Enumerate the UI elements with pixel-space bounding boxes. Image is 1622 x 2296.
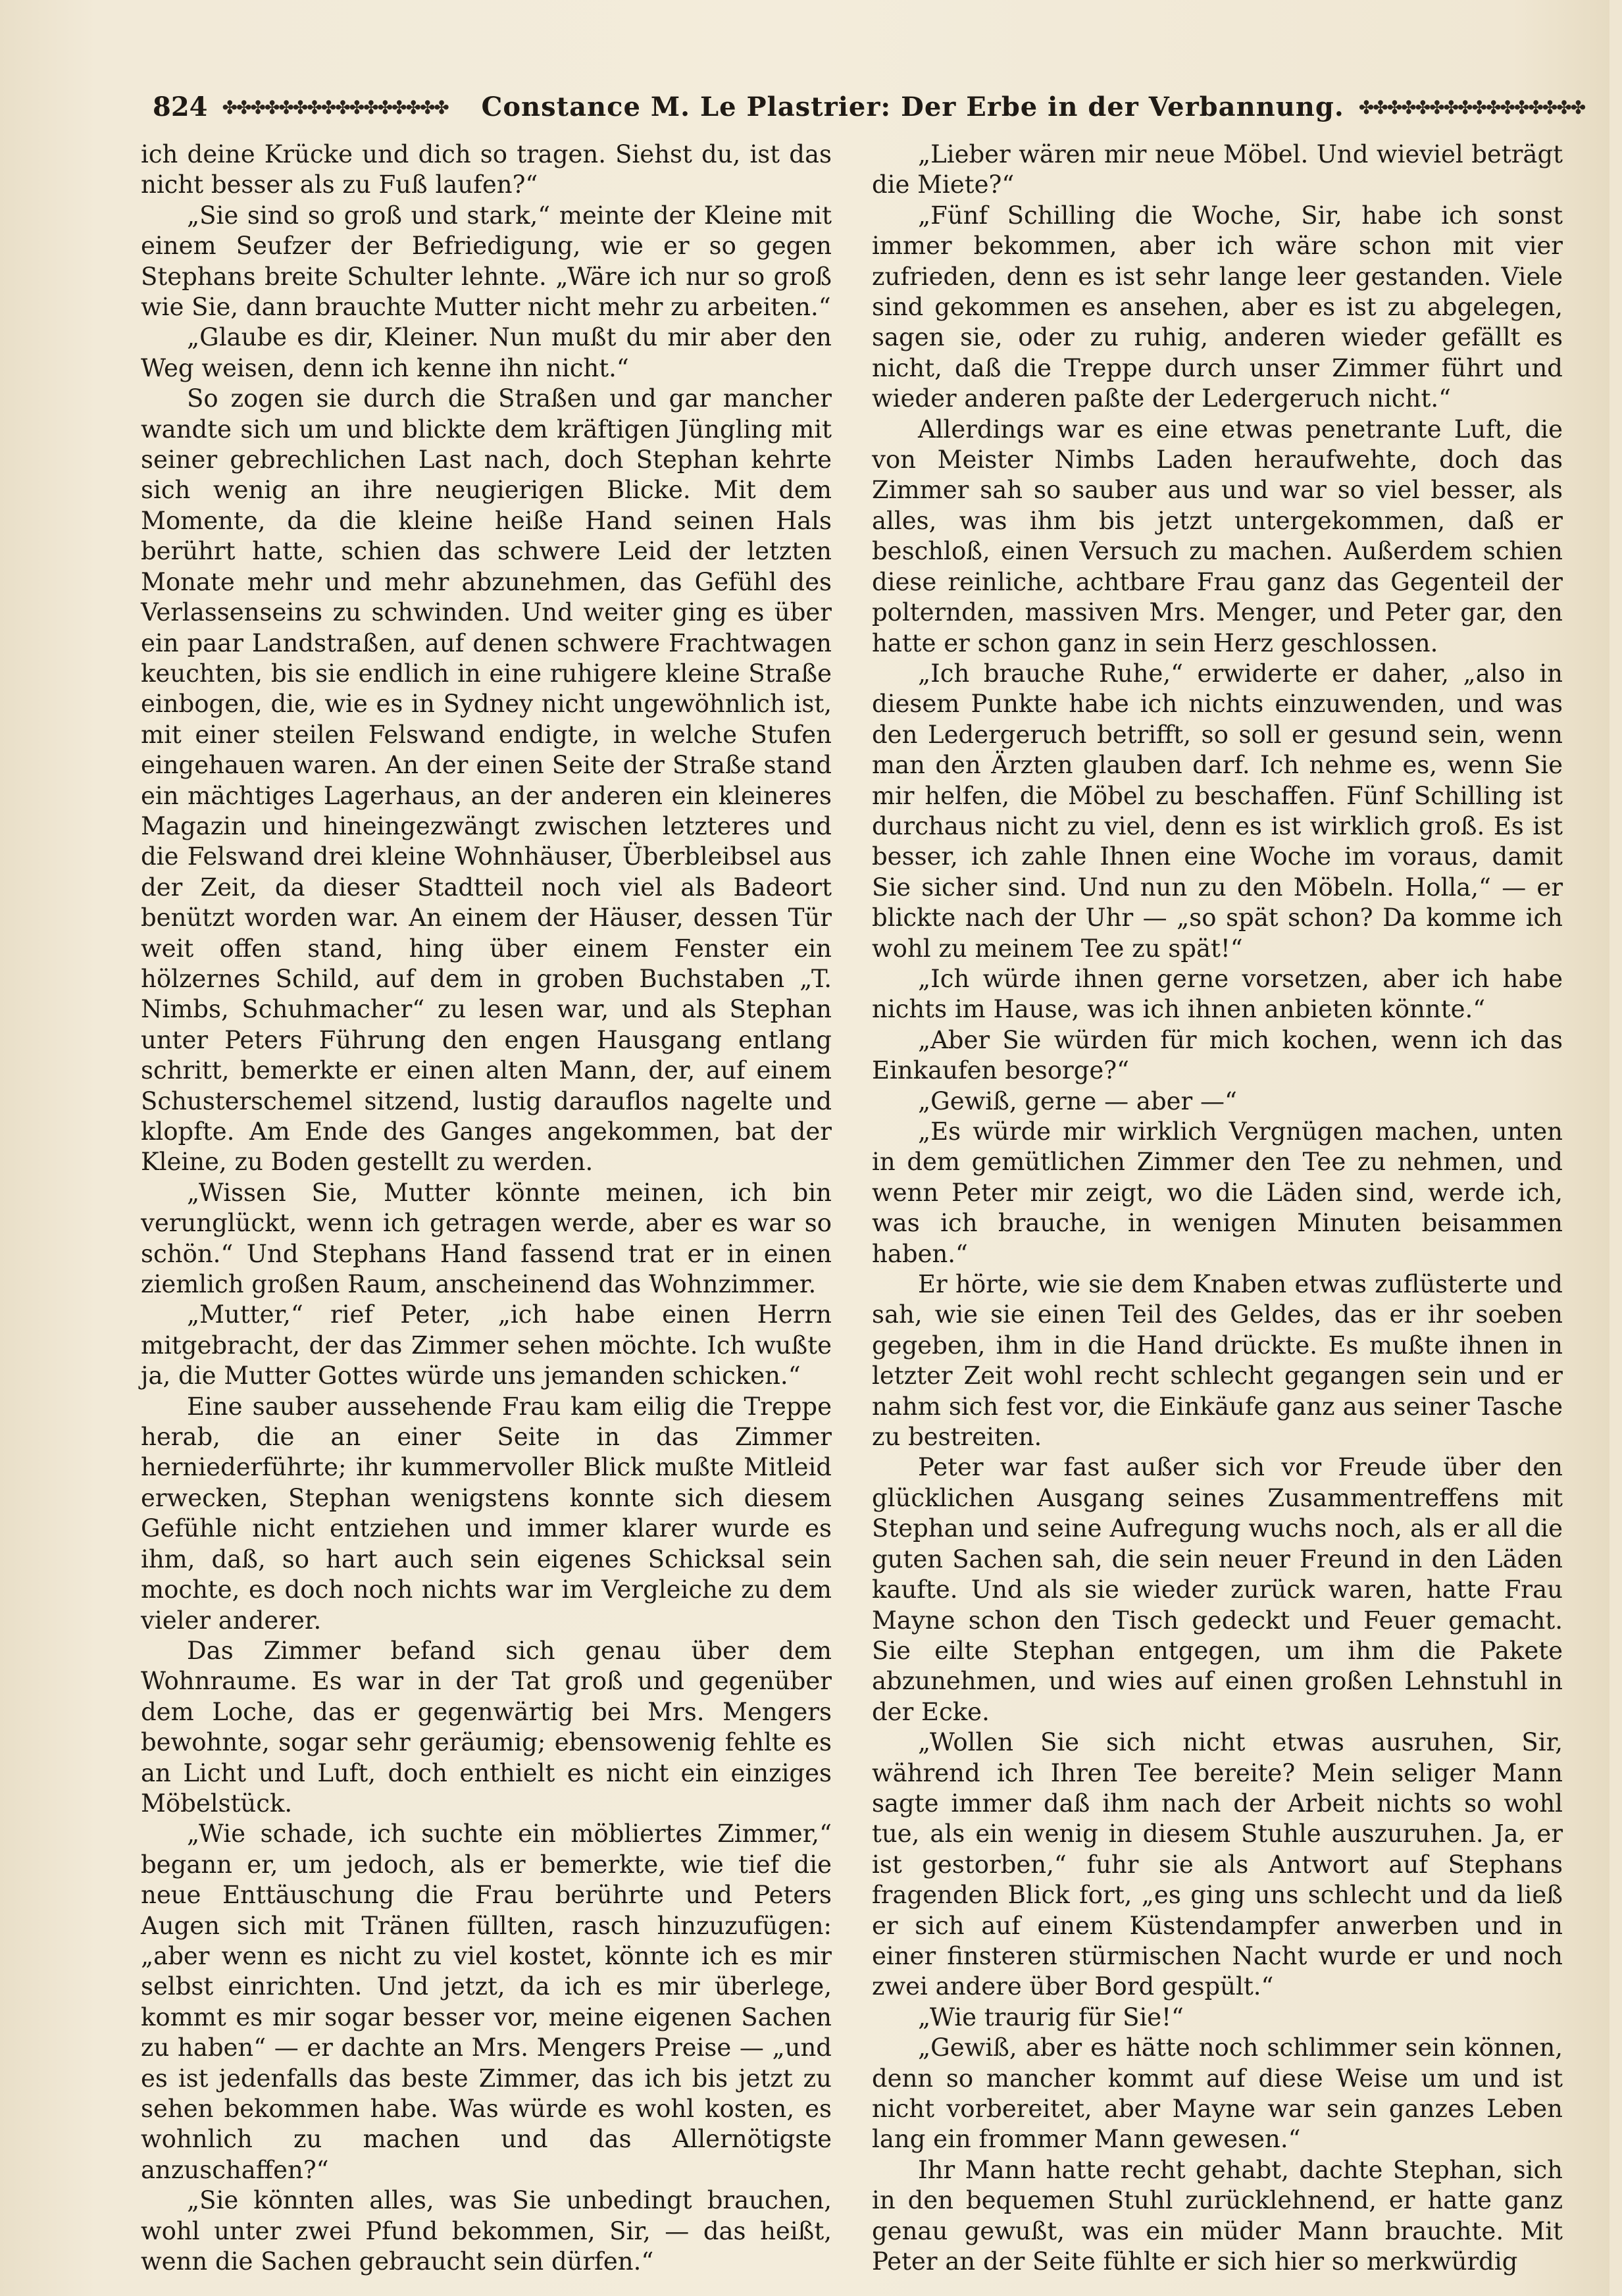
paragraph: Peter war fast außer sich vor Freude über den glücklichen Ausgang seines Zusammentreffens mit Stephan und seine Aufregung wuchs noch, als er all die guten Sachen sah, die sein neuer Freund in den Läden kaufte. Und als sie wieder zurück waren, hatte Frau Mayne schon den Tisch gedeckt und Feuer gemacht. Sie eilte Stephan entgegen, um ihm die Pakete abzunehmen, und wies auf einen großen Lehnstuhl in der Ecke.	[872, 1453, 1563, 1726]
page-number: 824	[153, 91, 208, 122]
paragraph: „Fünf Schilling die Woche, Sir, habe ich sonst immer bekommen, aber ich wäre schon mit vier zufrieden, denn es ist sehr lange leer gestanden. Viele sind gekommen es ansehen, aber es ist zu abgelegen, sagen sie, oder zu ruhig, anderen wieder gefällt es nicht, daß die Treppe durch unser Zimmer führt und wieder anderen paßte der Ledergeruch nicht.“	[872, 201, 1563, 413]
paragraph: „Wie schade, ich suchte ein möbliertes Zimmer,“ begann er, um jedoch, als er bemerkte, wie tief die neue Enttäuschung die Frau berührte und Peters Augen sich mit Tränen füllten, rasch hinzuzufügen: „aber wenn es nicht zu viel kostet, könnte ich es mir selbst einrichten. Und jetzt, da ich es mir überlege, kommt es mir sogar besser vor, meine eigenen Sachen zu haben“ — er dachte an Mrs. Mengers Preise — „und es ist jedenfalls das beste Zimmer, das ich bis jetzt zu sehen bekommen habe. Was würde es wohl kosten, es wohnlich zu machen und das Allernötigste anzuschaffen?“	[141, 1820, 832, 2184]
paragraph: „Lieber wären mir neue Möbel. Und wieviel beträgt die Miete?“	[872, 140, 1563, 199]
paragraph: Allerdings war es eine etwas penetrante Luft, die von Meister Nimbs Laden heraufwehte, doch das Zimmer sah so sauber aus und war so viel besser, als alles, was ihm bis jetzt untergekommen, daß er beschloß, einen Versuch zu machen. Außerdem schien diese reinliche, achtbare Frau ganz das Gegenteil der polternden, massiven Mrs. Menger, und Peter gar, den hatte er schon ganz in sein Herz geschlossen.	[872, 415, 1563, 657]
paragraph: „Aber Sie würden für mich kochen, wenn ich das Einkaufen besorge?“	[872, 1025, 1563, 1085]
ornament-left: ✤✤✤✤✤✤✤✤✤✤✤✤✤✤✤✤	[222, 97, 448, 118]
text-column-left	[141, 140, 832, 2276]
paragraph: „Sie könnten alles, was Sie unbedingt brauchen, wohl unter zwei Pfund bekommen, Sir, — das heißt, wenn die Sachen gebraucht sein dürfen.“	[141, 2186, 832, 2276]
paragraph: „Wie traurig für Sie!“	[918, 2003, 1184, 2031]
paragraph: „Sie sind so groß und stark,“ meinte der Kleine mit einem Seufzer der Befriedigung, wie er so gegen Stephans breite Schulter lehnte. „Wäre ich nur so groß wie Sie, dann brauchte Mutter nicht mehr zu arbeiten.“	[141, 201, 832, 322]
paragraph: „Wollen Sie sich nicht etwas ausruhen, Sir, während ich Ihren Tee bereite? Mein seliger Mann sagte immer daß ihm nach der Arbeit nichts so wohl tue, als ein wenig in diesem Stuhle auszuruhen. Ja, er ist gestorben,“ fuhr sie als Antwort auf Stephans fragenden Blick fort, „es ging uns schlecht und da ließ er sich auf einem Küstendampfer anwerben und in einer finsteren stürmischen Nacht wurde er und noch zwei andere über Bord gespült.“	[872, 1728, 1563, 2001]
paragraph: Ihr Mann hatte recht gehabt, dachte Stephan, sich in den bequemen Stuhl zurücklehnend, er hatte ganz genau gewußt, was ein müder Mann brauchte. Mit Peter an der Seite fühlte er sich hier so merkwürdig	[872, 2155, 1563, 2276]
paragraph: „Es würde mir wirklich Vergnügen machen, unten in dem gemütlichen Zimmer den Tee zu nehmen, und wenn Peter mir zeigt, wo die Läden sind, werde ich, was ich brauche, in wenigen Minuten beisammen haben.“	[872, 1117, 1563, 1268]
paragraph: „Gewiß, aber es hätte noch schlimmer sein können, denn so mancher kommt auf diese Weise um und ist nicht vorbereitet, aber Mayne war sein ganzes Leben lang ein frommer Mann gewesen.“	[872, 2033, 1563, 2154]
paragraph: So zogen sie durch die Straßen und gar mancher wandte sich um und blickte dem kräftigen Jüngling mit seiner gebrechlichen Last nach, doch Stephan kehrte sich wenig an ihre neugierigen Blicke. Mit dem Momente, da die kleine heiße Hand seinen Hals berührt hatte, schien das schwere Leid der letzten Monate mehr und mehr abzunehmen, das Gefühl des Verlassenseins zu schwinden. Und weiter ging es über ein paar Landstraßen, auf denen schwere Frachtwagen keuchten, bis sie endlich in eine ruhigere kleine Straße einbogen, die, wie es in Sydney nicht ungewöhnlich ist, mit einer steilen Felswand endigte, in welche Stufen eingehauen waren. An der einen Seite der Straße stand ein mächtiges Lagerhaus, an der anderen ein kleineres Magazin und hineingezwängt zwischen letzteres und die Felswand drei kleine Wohnhäuser, Überbleibsel aus der Zeit, da dieser Stadtteil noch viel als Badeort benützt worden war. An einem der Häuser, dessen Tür weit offen stand, hing über einem Fenster ein hölzernes Schild, auf dem in groben Buchstaben „T. Nimbs, Schuhmacher“ zu lesen war, und als Stephan unter Peters Führung den engen Hausgang entlang schritt, bemerkte er einen alten Mann, der, auf einem Schusterschemel sitzend, lustig darauflos nagelte und klopfte. Am Ende des Ganges angekommen, bat der Kleine, zu Boden gestellt zu werden.	[141, 384, 832, 1177]
running-header	[153, 80, 1585, 133]
paragraph: Das Zimmer befand sich genau über dem Wohnraume. Es war in der Tat groß und gegenüber dem Loche, das er gegenwärtig bei Mrs. Mengers bewohnte, sogar sehr geräumig; ebensowenig fehlte es an Licht und Luft, doch enthielt es nicht ein einziges Möbelstück.	[141, 1636, 832, 1818]
paragraph: „Ich brauche Ruhe,“ erwiderte er daher, „also in diesem Punkte habe ich nichts einzuwenden, und was den Ledergeruch betrifft, so soll er gesund sein, wenn man den Ärzten glauben darf. Ich nehme es, wenn Sie mir helfen, die Möbel zu beschaffen. Fünf Schilling ist durchaus nicht zu viel, denn es ist wirklich groß. Es ist besser, ich zahle Ihnen eine Woche im voraus, damit Sie sicher sind. Und nun zu den Möbeln. Holla,“ — er blickte nach der Uhr — „so spät schon? Da komme ich wohl zu meinem Tee zu spät!“	[872, 659, 1563, 963]
paragraph: ich deine Krücke und dich so tragen. Siehst du, ist das nicht besser als zu Fuß laufen?“	[141, 140, 832, 199]
paragraph: „Mutter,“ rief Peter, „ich habe einen Herrn mitgebracht, der das Zimmer sehen möchte. Ich wußte ja, die Mutter Gottes würde uns jemanden schicken.“	[141, 1300, 832, 1390]
running-title: Constance M. Le Plastrier: Der Erbe in der Verbannung.	[481, 91, 1344, 122]
paragraph: Eine sauber aussehende Frau kam eilig die Treppe herab, die an einer Seite in das Zimmer herniederführte; ihr kummervoller Blick mußte Mitleid erwecken, Stephan wenigstens konnte sich diesem Gefühle nicht entziehen und immer klarer wurde es ihm, daß, so hart auch sein eigenes Schicksal sein mochte, es doch noch nichts war im Vergleiche zu dem vieler anderer.	[141, 1392, 832, 1635]
paragraph: „Gewiß, gerne — aber —“	[918, 1086, 1237, 1115]
ornament-right: ✤✤✤✤✤✤✤✤✤✤✤✤✤✤✤✤	[1358, 97, 1585, 118]
paragraph: „Wissen Sie, Mutter könnte meinen, ich bin verunglückt, wenn ich getragen werde, aber es war so schön.“ Und Stephans Hand fassend trat er in einen ziemlich großen Raum, anscheinend das Wohnzimmer.	[141, 1178, 832, 1299]
paragraph: „Ich würde ihnen gerne vorsetzen, aber ich habe nichts im Hause, was ich ihnen anbieten könnte.“	[872, 964, 1563, 1024]
text-column-right	[872, 140, 1563, 2276]
paragraph: „Glaube es dir, Kleiner. Nun mußt du mir aber den Weg weisen, denn ich kenne ihn nicht.“	[141, 323, 832, 382]
paragraph: Er hörte, wie sie dem Knaben etwas zuflüsterte und sah, wie sie einen Teil des Geldes, das er ihr soeben gegeben, ihm in die Hand drückte. Es mußte ihnen in letzter Zeit wohl recht schlecht gegangen sein und er nahm sich fest vor, die Einkäufe ganz aus seiner Tasche zu bestreiten.	[872, 1270, 1563, 1452]
